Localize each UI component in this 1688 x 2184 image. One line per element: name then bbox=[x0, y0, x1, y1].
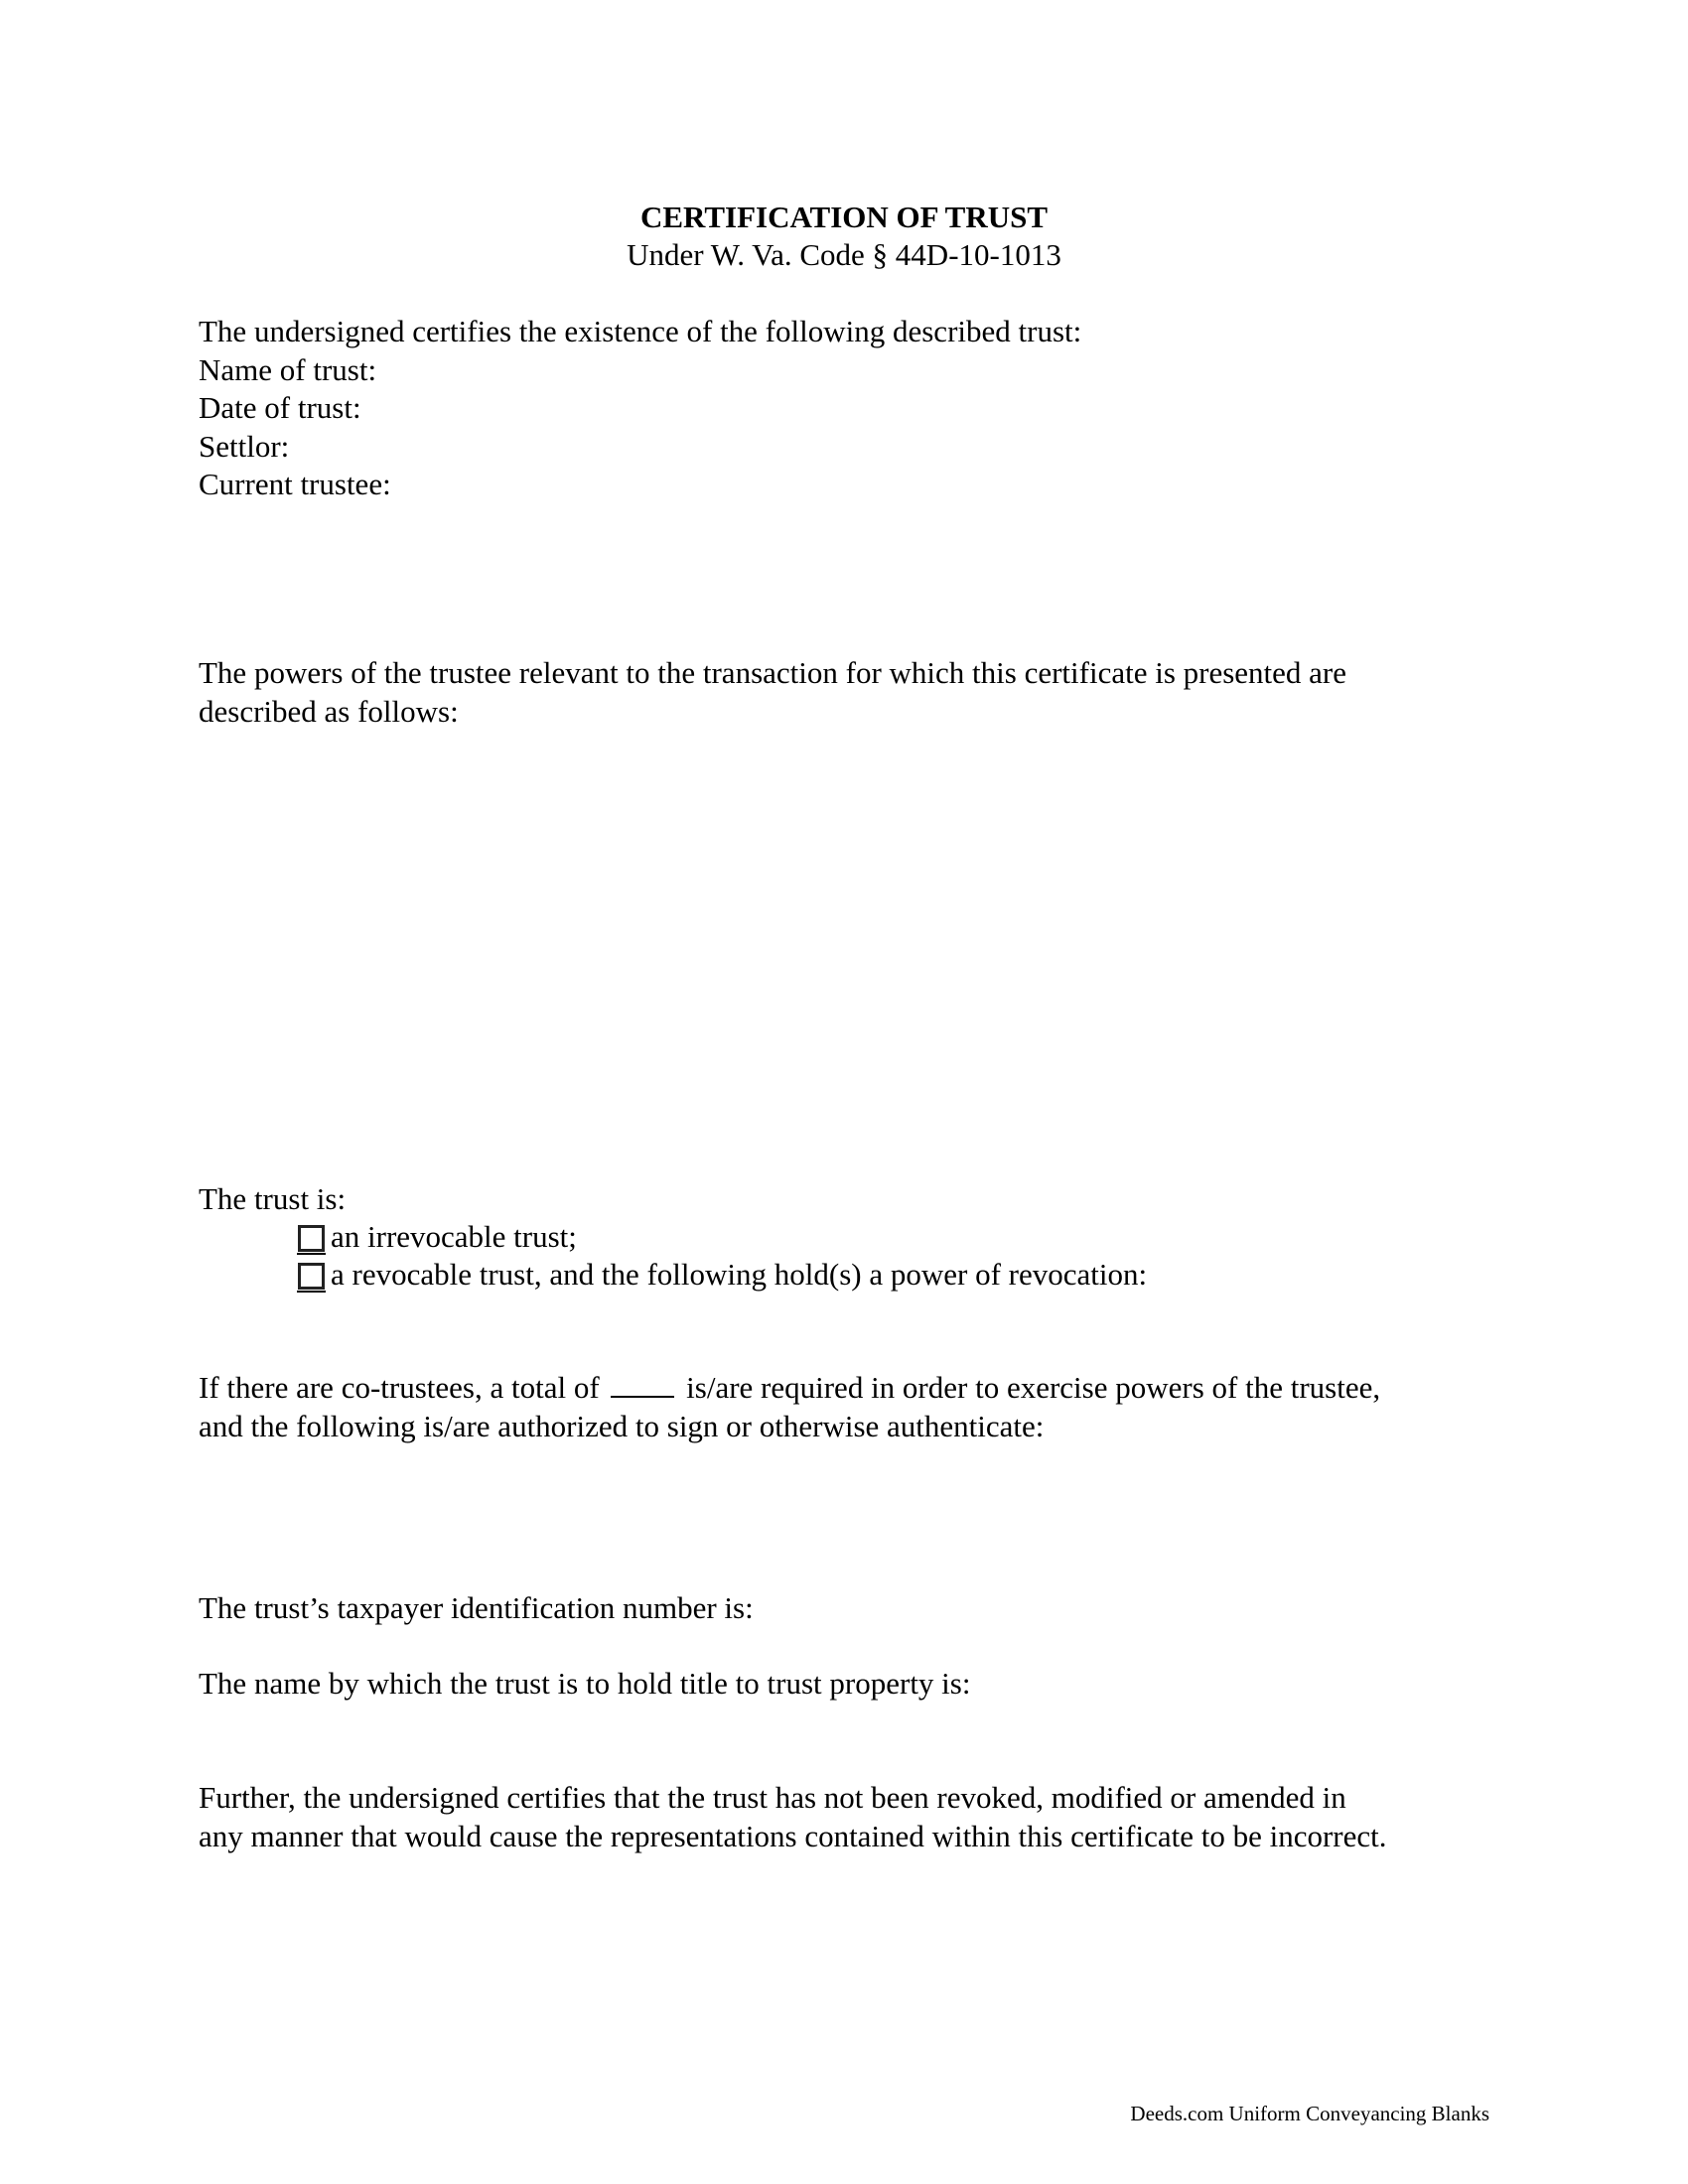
powers-line-2: described as follows: bbox=[199, 693, 459, 729]
current-trustee-label: Current trustee: bbox=[199, 467, 391, 501]
further-line-1: Further, the undersigned certifies that the trust has not been revoked, modified or amended in bbox=[199, 1780, 1346, 1815]
cotrustees-count-blank[interactable] bbox=[611, 1370, 674, 1398]
cotrustees-line-1-start: If there are co-trustees, a total of bbox=[199, 1370, 600, 1405]
trustee-powers-section bbox=[199, 654, 1509, 731]
settlor-label: Settlor: bbox=[199, 428, 290, 464]
title-name-label: The name by which the trust is to hold title to trust property is: bbox=[199, 1666, 971, 1701]
footer-text: Deeds.com Uniform Conveyancing Blanks bbox=[1130, 2102, 1489, 2125]
further-line-2: any manner that would cause the representations contained within this certificate to be incorrect. bbox=[199, 1818, 1387, 1853]
irrevocable-option-label: an irrevocable trust; bbox=[331, 1219, 577, 1254]
taxpayer-id-label: The trust’s taxpayer identification number is: bbox=[199, 1590, 754, 1625]
trust-description-section bbox=[199, 313, 1509, 504]
revocable-checkbox[interactable] bbox=[298, 1263, 325, 1290]
revocable-option-label: a revocable trust, and the following hold(s) a power of revocation: bbox=[331, 1257, 1148, 1292]
date-of-trust-label: Date of trust: bbox=[199, 390, 361, 425]
cotrustees-line-2: and the following is/are authorized to sign or otherwise authenticate: bbox=[199, 1408, 1045, 1443]
trust-is-label: The trust is: bbox=[199, 1181, 347, 1216]
name-of-trust-label: Name of trust: bbox=[199, 351, 377, 387]
revocable-option bbox=[298, 1256, 1147, 1294]
further-certification-section bbox=[199, 1779, 1509, 1855]
cotrustees-line-1 bbox=[199, 1369, 1509, 1408]
powers-line-1: The powers of the trustee relevant to the transaction for which this certificate is presented are bbox=[199, 655, 1347, 690]
irrevocable-option bbox=[298, 1218, 577, 1256]
cotrustees-line-1-end: is/are required in order to exercise powers of the trustee, bbox=[686, 1370, 1381, 1405]
irrevocable-checkbox[interactable] bbox=[298, 1225, 325, 1252]
intro-text: The undersigned certifies the existence of the following described trust: bbox=[199, 314, 1082, 348]
cotrustees-section bbox=[199, 1369, 1509, 1445]
document-title: CERTIFICATION OF TRUST bbox=[639, 200, 1049, 234]
document-subtitle: Under W. Va. Code § 44D-10-1013 bbox=[627, 237, 1061, 272]
